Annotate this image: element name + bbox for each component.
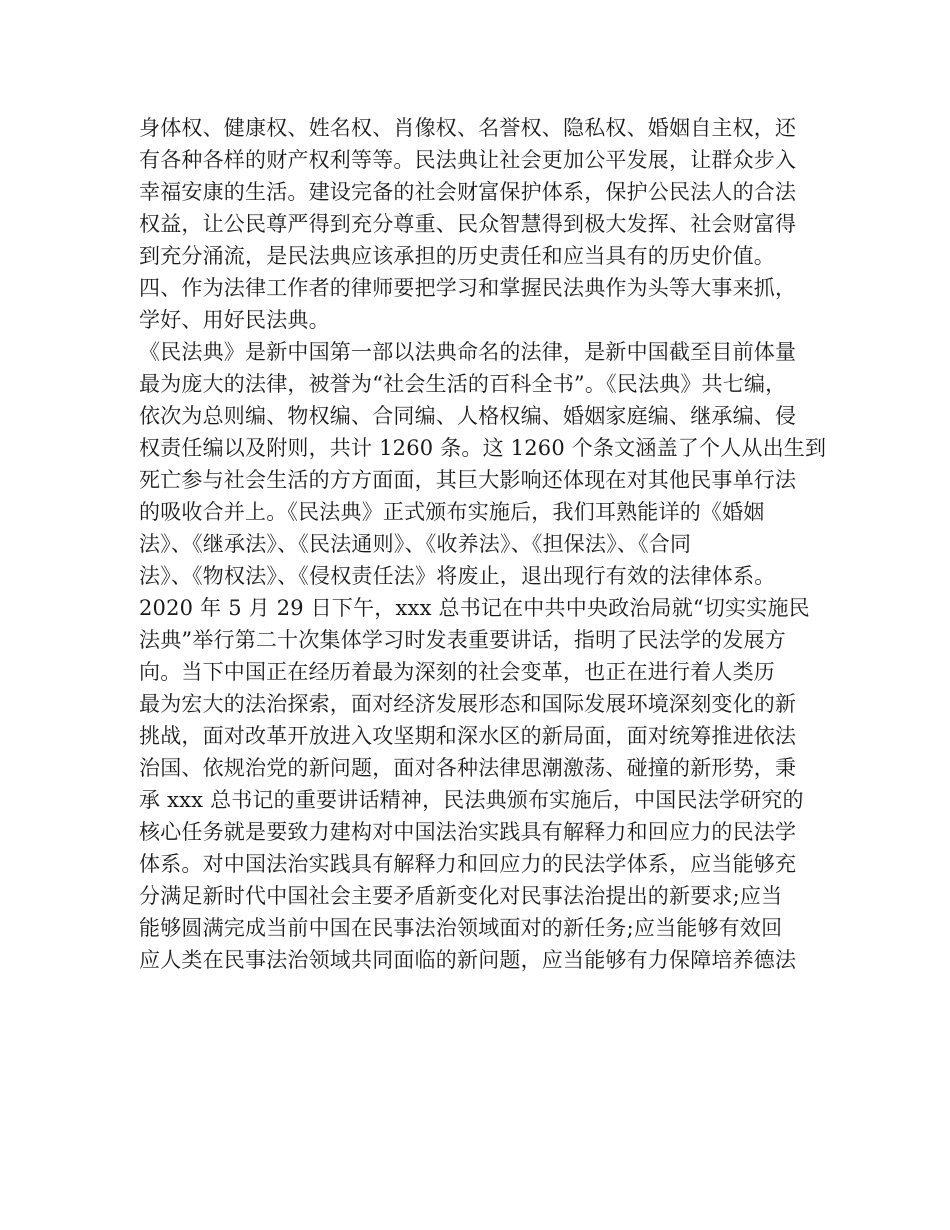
text-line: 的吸收合并上。《民法典》正式颁布实施后，我们耳熟能详的《婚姻 <box>139 500 765 524</box>
text-line: 权益，让公民尊严得到充分尊重、民众智慧得到极大发挥、社会财富得 <box>139 212 797 236</box>
text-line: 依次为总则编、物权编、合同编、人格权编、婚姻家庭编、继承编、侵 <box>139 404 797 428</box>
text-line: 幸福安康的生活。建设完备的社会财富保护体系，保护公民法人的合法 <box>139 180 797 204</box>
text-line: 法》、《继承法》、《民法通则》、《收养法》、《担保法》、《合同 <box>139 532 692 556</box>
text-line: 死亡参与社会生活的方方面面，其巨大影响还体现在对其他民事单行法 <box>139 468 797 492</box>
section-heading-line: 学好、用好民法典。 <box>139 308 330 332</box>
text-line: 《民法典》是新中国第一部以法典命名的法律，是新中国截至目前体量 <box>139 340 797 364</box>
text-line: 到充分涌流，是民法典应该承担的历史责任和应当具有的历史价值。 <box>139 244 775 268</box>
text-line: 向。当下中国正在经历着最为深刻的社会变革，也正在进行着人类历 <box>139 660 775 684</box>
text-line: 分满足新时代中国社会主要矛盾新变化对民事法治提出的新要求;应当 <box>139 884 783 908</box>
text-line: 有各种各样的财产权利等等。民法典让社会更加公平发展，让群众步入 <box>139 148 797 172</box>
text-line: 法典”举行第二十次集体学习时发表重要讲话，指明了民法学的发展方 <box>139 628 786 652</box>
text-line: 体系。对中国法治实践具有解释力和回应力的民法学体系，应当能够充 <box>139 852 797 876</box>
text-line: 核心任务就是要致力建构对中国法治实践具有解释力和回应力的民法学 <box>139 820 797 844</box>
body-text <box>139 112 829 976</box>
text-line: 最为庞大的法律，被誉为“社会生活的百科全书”。《民法典》共七编， <box>139 372 787 396</box>
text-line: 承 xxx 总书记的重要讲话精神，民法典颁布实施后，中国民法学研究的 <box>139 788 804 812</box>
text-line: 权责任编以及附则，共计 1260 条。这 1260 个条文涵盖了个人从出生到 <box>139 436 827 460</box>
text-line: 能够圆满完成当前中国在民事法治领域面对的新任务;应当能够有效回 <box>139 916 783 940</box>
text-line: 法》、《物权法》、《侵权责任法》将废止，退出现行有效的法律体系。 <box>139 564 776 588</box>
text-line: 挑战，面对改革开放进入攻坚期和深水区的新局面，面对统筹推进依法 <box>139 724 797 748</box>
section-heading-line: 四、作为法律工作者的律师要把学习和掌握民法典作为头等大事来抓， <box>139 276 797 300</box>
text-line: 应人类在民事法治领域共同面临的新问题，应当能够有力保障培养德法 <box>139 948 797 972</box>
text-line: 治国、依规治党的新问题，面对各种法律思潮激荡、碰撞的新形势，秉 <box>139 756 797 780</box>
text-line: 身体权、健康权、姓名权、肖像权、名誉权、隐私权、婚姻自主权，还 <box>139 116 797 140</box>
text-line: 最为宏大的法治探索，面对经济发展形态和国际发展环境深刻变化的新 <box>139 692 797 716</box>
text-line: 2020 年 5 月 29 日下午，xxx 总书记在中共中央政治局就“切实实施民 <box>139 596 810 620</box>
